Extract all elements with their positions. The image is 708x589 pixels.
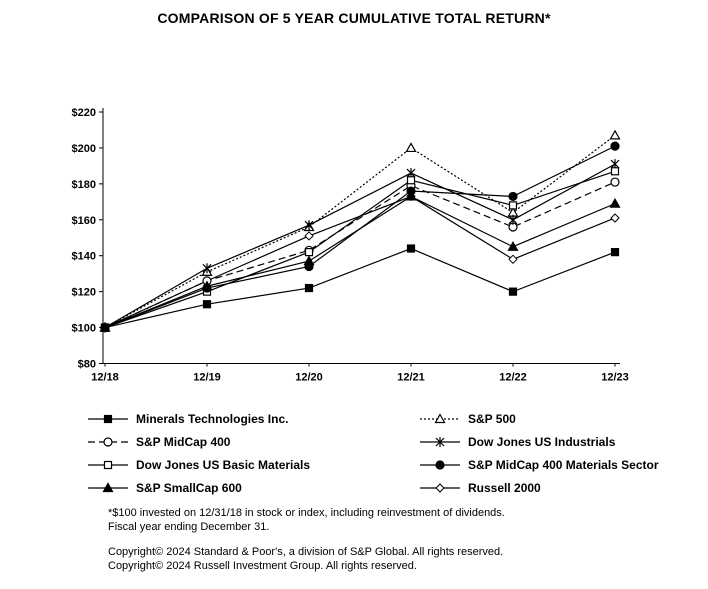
footnote-copyright-russell: Copyright© 2024 Russell Investment Group. All rights reserved. xyxy=(108,559,417,572)
series-line-s-p-midcap-400 xyxy=(105,182,615,328)
legend-sample-dow-jones-us-industrials xyxy=(420,435,460,449)
legend-marker-s-p-500 xyxy=(420,412,460,426)
marker-minerals-technologies-inc xyxy=(408,245,415,252)
legend-sample-s-p-midcap-400-materials-sector xyxy=(420,458,460,472)
chart-title: COMPARISON OF 5 YEAR CUMULATIVE TOTAL RETURN* xyxy=(157,10,551,26)
legend-item-s-p-midcap-400 xyxy=(88,430,388,453)
legend-marker-russell-2000 xyxy=(420,481,460,495)
legend-sample-s-p-500 xyxy=(420,412,460,426)
legend-label-minerals-technologies-inc: Minerals Technologies Inc. xyxy=(136,411,289,426)
y-tick-label: $200 xyxy=(71,142,96,155)
marker-minerals-technologies-inc xyxy=(612,249,619,256)
x-tick-label: 12/19 xyxy=(193,371,221,384)
y-tick-label: $160 xyxy=(71,214,96,227)
series-line-minerals-technologies-inc xyxy=(105,249,615,328)
legend-item-s-p-midcap-400-materials-sector xyxy=(420,453,708,476)
series-line-dow-jones-us-industrials xyxy=(105,164,615,327)
marker-russell-2000 xyxy=(305,232,313,240)
marker-dow-jones-us-basic-materials xyxy=(612,168,619,175)
marker-s-p-midcap-400-legend-icon xyxy=(104,438,112,446)
marker-russell-2000 xyxy=(509,255,517,263)
marker-s-p-midcap-400-materials-sector xyxy=(611,142,619,150)
legend-marker-s-p-midcap-400-materials-sector xyxy=(420,458,460,472)
marker-s-p-500 xyxy=(611,131,620,139)
legend-item-russell-2000 xyxy=(420,476,708,499)
marker-dow-jones-us-basic-materials xyxy=(510,202,517,209)
legend-label-russell-2000: Russell 2000 xyxy=(468,480,541,495)
legend-sample-minerals-technologies-inc xyxy=(88,412,128,426)
footnote-fiscal: Fiscal year ending December 31. xyxy=(108,520,270,533)
legend-marker-s-p-midcap-400 xyxy=(88,435,128,449)
marker-minerals-technologies-inc xyxy=(306,285,313,292)
legend-sample-dow-jones-us-basic-materials xyxy=(88,458,128,472)
marker-s-p-midcap-400-materials-sector-legend-icon xyxy=(436,461,444,469)
legend-marker-s-p-smallcap-600 xyxy=(88,481,128,495)
legend-item-dow-jones-us-basic-materials xyxy=(88,453,388,476)
x-tick-label: 12/20 xyxy=(295,371,323,384)
legend-sample-s-p-smallcap-600 xyxy=(88,481,128,495)
marker-s-p-midcap-400-materials-sector xyxy=(509,192,517,200)
legend-item-s-p-smallcap-600 xyxy=(88,476,388,499)
marker-dow-jones-us-basic-materials xyxy=(306,249,313,256)
marker-dow-jones-us-basic-materials xyxy=(408,177,415,184)
x-tick-label: 12/21 xyxy=(397,371,425,384)
marker-russell-2000-legend-icon xyxy=(436,484,444,492)
y-tick-label: $220 xyxy=(71,107,96,119)
footnote-gap xyxy=(108,534,505,546)
legend-item-dow-jones-us-industrials xyxy=(420,430,708,453)
legend-label-dow-jones-us-industrials: Dow Jones US Industrials xyxy=(468,434,616,449)
marker-minerals-technologies-inc xyxy=(510,288,517,295)
x-tick-label: 12/22 xyxy=(499,371,527,384)
legend-label-s-p-midcap-400-materials-sector: S&P MidCap 400 Materials Sector xyxy=(468,457,659,472)
legend-label-dow-jones-us-basic-materials: Dow Jones US Basic Materials xyxy=(136,457,311,472)
legend-marker-minerals-technologies-inc xyxy=(88,412,128,426)
legend-item-s-p-500 xyxy=(420,407,708,430)
legend-label-s-p-smallcap-600: S&P SmallCap 600 xyxy=(136,480,242,495)
marker-dow-jones-us-basic-materials-legend-icon xyxy=(105,461,112,468)
marker-s-p-smallcap-600 xyxy=(509,242,518,250)
footnote-copyright-sp: Copyright© 2024 Standard & Poor's, a division of S&P Global. All rights reserved. xyxy=(108,546,504,558)
marker-russell-2000 xyxy=(611,214,619,222)
y-tick-label: $80 xyxy=(77,358,96,371)
legend-label-s-p-500: S&P 500 xyxy=(468,411,516,426)
legend-column-left xyxy=(88,407,388,499)
legend-column-right xyxy=(420,407,708,499)
y-tick-label: $180 xyxy=(71,178,96,191)
legend-marker-dow-jones-us-industrials xyxy=(420,435,460,449)
legend-item-minerals-technologies-inc xyxy=(88,407,388,430)
footnotes xyxy=(108,507,505,573)
marker-s-p-midcap-400 xyxy=(611,178,619,186)
y-tick-label: $140 xyxy=(71,250,96,263)
legend-marker-dow-jones-us-basic-materials xyxy=(88,458,128,472)
marker-s-p-500 xyxy=(407,143,416,151)
footnote-invested: *$100 invested on 12/31/18 in stock or index, including reinvestment of dividends. xyxy=(108,507,505,519)
legend-sample-s-p-midcap-400 xyxy=(88,435,128,449)
legend-label-s-p-midcap-400: S&P MidCap 400 xyxy=(136,434,231,449)
marker-s-p-smallcap-600 xyxy=(305,257,314,265)
legend-sample-russell-2000 xyxy=(420,481,460,495)
x-tick-label: 12/23 xyxy=(601,371,629,384)
marker-minerals-technologies-inc-legend-icon xyxy=(105,415,112,422)
x-tick-label: 12/18 xyxy=(91,371,119,384)
y-tick-label: $120 xyxy=(71,286,96,299)
marker-s-p-smallcap-600 xyxy=(611,199,620,207)
series-line-s-p-500 xyxy=(105,135,615,327)
y-tick-label: $100 xyxy=(71,322,96,335)
marker-minerals-technologies-inc xyxy=(204,301,211,308)
